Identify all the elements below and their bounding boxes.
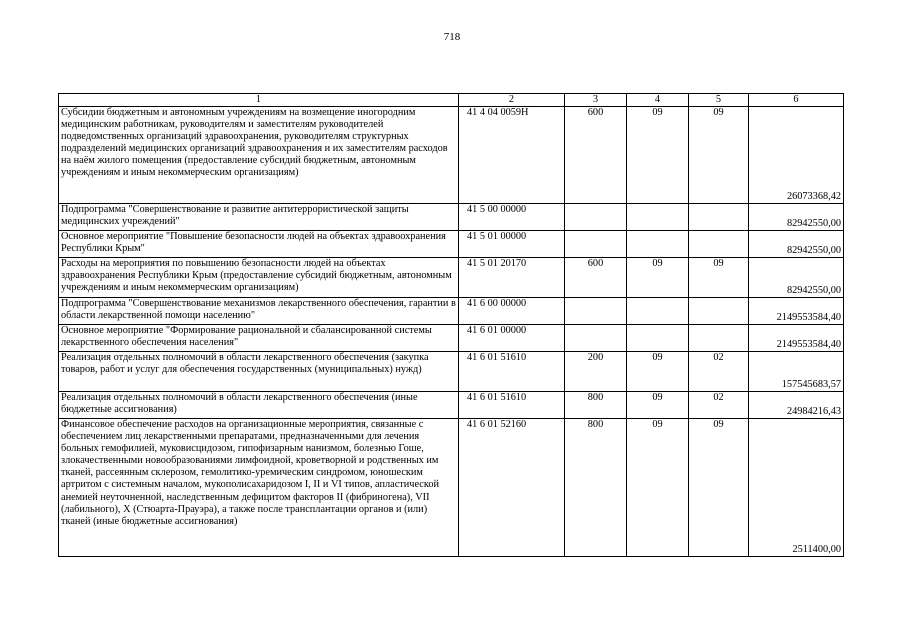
row-section xyxy=(627,231,689,258)
column-header: 6 xyxy=(749,94,844,107)
row-name: Реализация отдельных полномочий в области лекарственного обеспечения (иные бюджетные ассигнования) xyxy=(59,392,459,419)
row-subsection xyxy=(689,231,749,258)
row-code: 41 6 01 00000 xyxy=(459,325,565,352)
row-expense-type xyxy=(565,298,627,325)
table-row xyxy=(59,325,844,352)
row-expense-type: 800 xyxy=(565,419,627,557)
row-code: 41 6 00 00000 xyxy=(459,298,565,325)
table-row xyxy=(59,258,844,298)
row-expense-type: 600 xyxy=(565,107,627,204)
budget-table xyxy=(58,93,844,557)
row-sum: 2511400,00 xyxy=(749,419,844,557)
table-row xyxy=(59,107,844,204)
page-number: 718 xyxy=(443,31,461,43)
row-subsection: 02 xyxy=(689,392,749,419)
row-sum: 157545683,57 xyxy=(749,352,844,392)
column-header: 2 xyxy=(459,94,565,107)
row-name: Расходы на мероприятия по повышению безопасности людей на объектах здравоохранения Республики Крым (предоставление субсидий бюджетным, автономным учреждениям и иным некоммерческим организациям) xyxy=(59,258,459,298)
row-section: 09 xyxy=(627,352,689,392)
row-name: Финансовое обеспечение расходов на организационные мероприятия, связанные с обеспечением лиц лекарственными препаратами, предназначенными для лечения больных гемофилией, муковисцидозом, гипофизарным нанизмом, болезнью Гоше, злокачественными новообразованиями лимфоидной, кроветворной и родственных им тканей, рассеянным склерозом, гемолитико-уремическим синдромом, юношеским артритом с системным началом, мукополисахаридозом I, II и VI типов, апластической анемией неуточненной, наследственным дефицитом факторов II (фибриногена), VII (лабильного), X (Стюарта-Прауэра), а также после трансплантации органов и (или) тканей (иные бюджетные ассигнования) xyxy=(59,419,459,557)
row-section: 09 xyxy=(627,258,689,298)
row-sum: 2149553584,40 xyxy=(749,298,844,325)
row-section: 09 xyxy=(627,392,689,419)
row-name: Основное мероприятие "Повышение безопасности людей на объектах здравоохранения Республики Крым" xyxy=(59,231,459,258)
table-row xyxy=(59,352,844,392)
row-expense-type xyxy=(565,204,627,231)
row-code: 41 5 00 00000 xyxy=(459,204,565,231)
row-section: 09 xyxy=(627,107,689,204)
row-subsection xyxy=(689,325,749,352)
row-section xyxy=(627,204,689,231)
row-code: 41 6 01 51610 xyxy=(459,392,565,419)
column-header: 1 xyxy=(59,94,459,107)
row-code: 41 6 01 52160 xyxy=(459,419,565,557)
row-expense-type xyxy=(565,325,627,352)
row-section xyxy=(627,298,689,325)
row-expense-type: 800 xyxy=(565,392,627,419)
table-row xyxy=(59,204,844,231)
row-subsection xyxy=(689,298,749,325)
row-subsection: 02 xyxy=(689,352,749,392)
row-subsection: 09 xyxy=(689,419,749,557)
row-subsection: 09 xyxy=(689,107,749,204)
row-expense-type xyxy=(565,231,627,258)
row-name: Основное мероприятие "Формирование рациональной и сбалансированной системы лекарственного обеспечения населения" xyxy=(59,325,459,352)
row-code: 41 6 01 51610 xyxy=(459,352,565,392)
row-sum: 82942550,00 xyxy=(749,258,844,298)
column-header: 3 xyxy=(565,94,627,107)
table-row xyxy=(59,419,844,557)
table-row xyxy=(59,298,844,325)
row-sum: 24984216,43 xyxy=(749,392,844,419)
row-name: Реализация отдельных полномочий в области лекарственного обеспечения (закупка товаров, работ и услуг для обеспечения государственных (муниципальных) нужд) xyxy=(59,352,459,392)
row-sum: 2149553584,40 xyxy=(749,325,844,352)
row-sum: 82942550,00 xyxy=(749,204,844,231)
row-sum: 26073368,42 xyxy=(749,107,844,204)
row-subsection: 09 xyxy=(689,258,749,298)
row-subsection xyxy=(689,204,749,231)
table-row xyxy=(59,231,844,258)
column-header: 5 xyxy=(689,94,749,107)
row-sum: 82942550,00 xyxy=(749,231,844,258)
column-header: 4 xyxy=(627,94,689,107)
row-name: Подпрограмма "Совершенствование механизмов лекарственного обеспечения, гарантии в области лекарственной помощи населению" xyxy=(59,298,459,325)
row-expense-type: 600 xyxy=(565,258,627,298)
row-code: 41 5 01 00000 xyxy=(459,231,565,258)
row-code: 41 5 01 20170 xyxy=(459,258,565,298)
table-row xyxy=(59,392,844,419)
table-header-row xyxy=(59,94,844,107)
row-expense-type: 200 xyxy=(565,352,627,392)
row-section: 09 xyxy=(627,419,689,557)
row-section xyxy=(627,325,689,352)
row-name: Подпрограмма "Совершенствование и развитие антитеррористической защиты медицинских учреждений" xyxy=(59,204,459,231)
row-name: Субсидии бюджетным и автономным учреждениям на возмещение иногородним медицинским работникам, руководителям и заместителям руководителей подведомственных организаций здравоохранения, руководителям структурных подразделений медицинских организаций здравоохранения и их заместителям расходов на наём жилого помещения (предоставление субсидий бюджетным, автономным учреждениям и иным некоммерческим организациям) xyxy=(59,107,459,204)
row-code: 41 4 04 0059Н xyxy=(459,107,565,204)
